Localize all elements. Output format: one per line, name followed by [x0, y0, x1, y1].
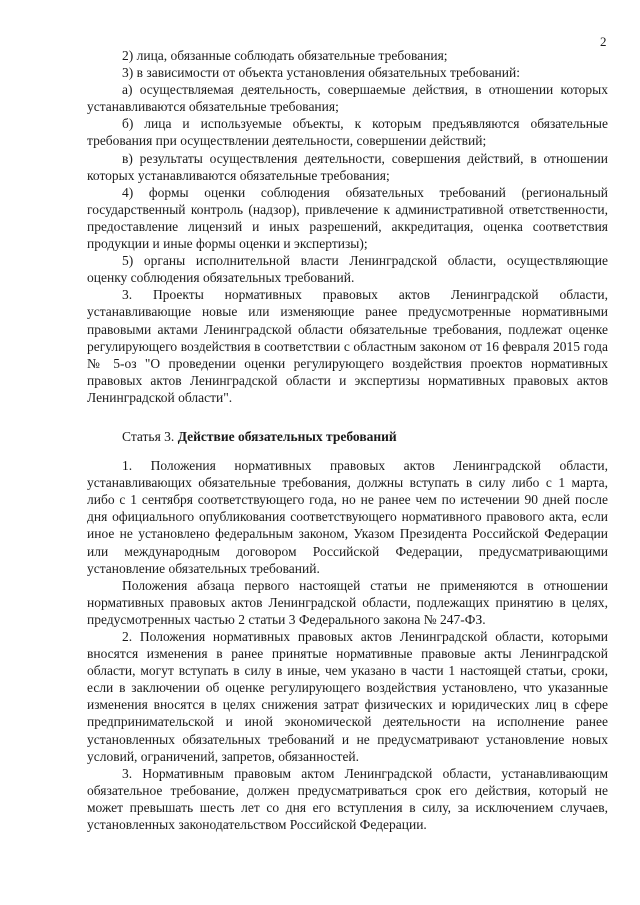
list-item-forms-of-assessment: 4) формы оценки соблюдения обязательных требований (региональный государственный контроль (надзор), привлечение к административной ответственности, предоставление лицензий и иных разрешений, аккредитация, оценка соответствия продукции и иные формы оценки и экспертизы);: [87, 184, 608, 252]
list-item-executive-bodies: 5) органы исполнительной власти Ленинградской области, осуществляющие оценку соблюдения обязательных требований.: [87, 253, 608, 286]
article-title: Действие обязательных требований: [177, 428, 397, 444]
page-number: 2: [600, 34, 607, 49]
paragraph-exception: Положения абзаца первого настоящей статьи не применяются в отношении нормативных правовых актов Ленинградской области, подлежащих принятию в целях, предусмотренных частью 2 статьи 3 Федерального закона № 247-ФЗ.: [87, 577, 608, 627]
paragraph-entry-into-force: 1. Положения нормативных правовых актов Ленинградской области, устанавливающих обязательные требования, должны вступать в силу либо с 1 марта, либо с 1 сентября соответствующего года, но не ранее чем по истечении 90 дней после дня официального опубликования соответствующего нормативного правового акта, если иное не установлено федеральным законом, Указом Президента Российской Федерации или международным договором Российской Федерации, предусматривающими установление обязательных требований.: [87, 458, 608, 576]
list-item-persons: 2) лица, обязанные соблюдать обязательные требования;: [122, 48, 448, 63]
document-body: [87, 47, 608, 833]
list-item-activity: а) осуществляемая деятельность, совершаемые действия, в отношении которых устанавливаются обязательные требования;: [87, 82, 608, 115]
article-number: Статья 3.: [122, 428, 178, 444]
article-heading: [87, 428, 608, 445]
paragraph-amendments: 2. Положения нормативных правовых актов Ленинградской области, которыми вносятся изменения в ранее принятые нормативные правовые акты Ленинградской области, могут вступать в силу в иные, чем указано в части 1 настоящей статьи, сроки, если в заключении об оценке регулирующего воздействия установлено, что указанные изменения вносятся в целях снижения затрат физических и юридических лиц в сфере предпринимательской и иной экономической деятельности на исполнение ранее установленных обязательных требований и не предусматривают установление новых условий, ограничений, запретов, обязанностей.: [87, 629, 608, 764]
list-item-results: в) результаты осуществления деятельности, совершения действий, в отношении которых устанавливаются обязательные требования;: [87, 150, 608, 183]
paragraph-validity-period: 3. Нормативным правовым актом Ленинградской области, устанавливающим обязательное требование, должен предусматриваться срок его действия, который не может превышать шесть лет со дня его вступления в силу, за исключением случаев, установленных законодательством Российской Федерации.: [87, 765, 608, 833]
list-item-persons-objects: б) лица и используемые объекты, к которым предъявляются обязательные требования при осуществлении деятельности, совершении действий;: [87, 116, 608, 149]
paragraph-regulatory-impact: 3. Проекты нормативных правовых актов Ленинградской области, устанавливающие новые или изменяющие ранее предусмотренные нормативными правовыми актами Ленинградской области обязательные требования, подлежат оценке регулирующего воздействия в соответствии с областным законом от 16 февраля 2015 года № 5-оз "О проведении оценки регулирующего воздействия проектов нормативных правовых актов Ленинградской области и экспертизы нормативных правовых актов Ленинградской области".: [87, 287, 608, 405]
list-item-objects: 3) в зависимости от объекта установления обязательных требований:: [122, 65, 520, 81]
